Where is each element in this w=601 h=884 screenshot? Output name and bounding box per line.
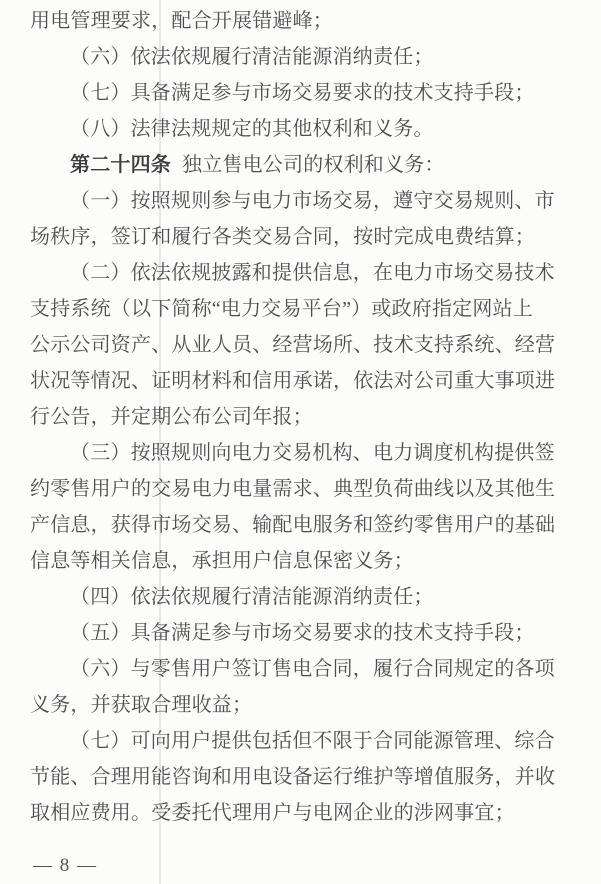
article-number: 第二十四条 (70, 154, 171, 176)
article-title: 独立售电公司的权利和义务： (182, 154, 445, 176)
text-line: （四）依法依规履行清洁能源消纳责任； (70, 586, 434, 608)
text-line: 场秩序，签订和履行各类交易合同，按时完成电费结算； (30, 226, 535, 248)
article-heading (30, 147, 557, 183)
text-line: （七）可向用户提供包括但不限于合同能源管理、综合 (70, 730, 555, 752)
text-line: 义务，并获取合理收益； (30, 694, 253, 716)
page-number: — 8 — (33, 855, 98, 876)
text-line: 状况等情况、证明材料和信用承诺，依法对公司重大事项进 (30, 370, 556, 392)
text-line: 公示公司资产、从业人员、经营场所、技术支持系统、经营 (30, 334, 556, 356)
text-line: （二）依法依规披露和提供信息，在电力市场交易技术 (70, 262, 555, 284)
text-line: 用电管理要求，配合开展错避峰； (30, 10, 333, 32)
text-line: 取相应费用。受委托代理用户与电网企业的涉网事宜； (30, 802, 515, 824)
text-line: （五）具备满足参与市场交易要求的技术支持手段； (70, 622, 535, 644)
text-line: （六）与零售用户签订售电合同，履行合同规定的各项 (70, 658, 555, 680)
text-line: （一）按照规则参与电力市场交易，遵守交易规则、市 (70, 190, 555, 212)
text-line: 节能、合理用能咨询和用电设备运行维护等增值服务，并收 (30, 766, 556, 788)
text-line: 信息等相关信息，承担用户信息保密义务； (30, 550, 414, 572)
text-line: （八）法律法规规定的其他权利和义务。 (70, 118, 434, 140)
text-line: 行公告，并定期公布公司年报； (30, 406, 313, 428)
text-line: （三）按照规则向电力交易机构、电力调度机构提供签 (70, 442, 555, 464)
text-line: 约零售用户的交易电力电量需求、典型负荷曲线以及其他生 (30, 478, 556, 500)
text-line: 产信息，获得市场交易、输配电服务和签约零售用户的基础 (30, 514, 556, 536)
document-body (30, 3, 557, 831)
text-line: （七）具备满足参与市场交易要求的技术支持手段； (70, 82, 535, 104)
text-line: （六）依法依规履行清洁能源消纳责任； (70, 46, 434, 68)
text-line: 支持系统（以下简称“电力交易平台”）或政府指定网站上 (30, 298, 533, 320)
